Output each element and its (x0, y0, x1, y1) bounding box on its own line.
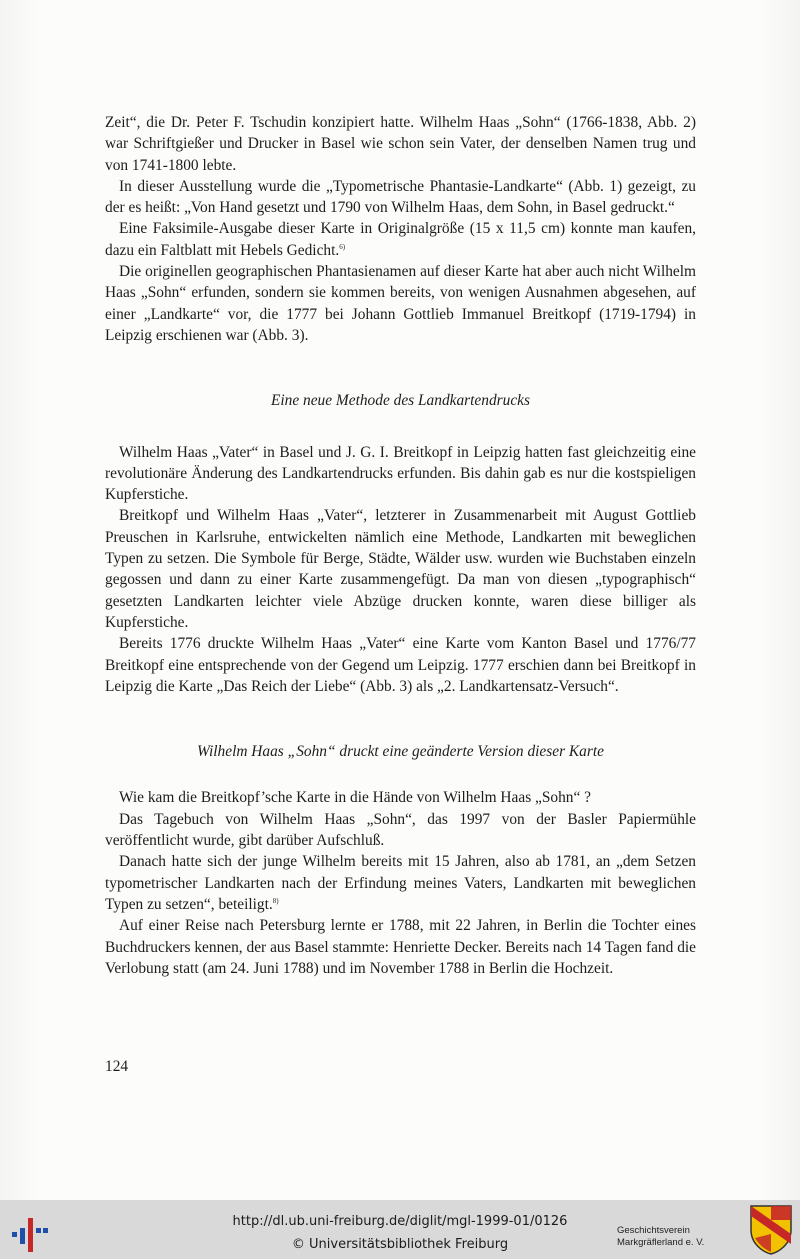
paragraph: Auf einer Reise nach Petersburg lernte er 1788, mit 22 Jahren, in Berlin die Tochter eines Buchdruckers kennen, der aus Basel stammte: Henriette Decker. Bereits nach 14 Tagen fand die Verlobung statt (am 24. Juni 1788) und im November 1788 in Berlin die Hochzeit. (105, 917, 696, 977)
source-url-link[interactable]: http://dl.ub.uni-freiburg.de/diglit/mgl-1999-01/0126 (232, 1214, 568, 1229)
copyright-text: © Universitätsbibliothek Freiburg (291, 1237, 509, 1252)
document-body (105, 112, 696, 979)
paragraph-text: Eine Faksimile-Ausgabe dieser Karte in Originalgröße (15 x 11,5 cm) konnte man kaufen, dazu ein Faltblatt mit Hebels Gedicht. (105, 220, 696, 259)
page-number: 124 (105, 1058, 129, 1075)
paragraph: Wilhelm Haas „Vater“ in Basel und J. G. I. Breitkopf in Leipzig hatten fast gleichzeitig eine revolutionäre Änderung des Landkartendrucks erfunden. Bis dahin gab es nur die kostspieligen Kupferstiche. (105, 443, 696, 504)
society-name (617, 1225, 704, 1249)
paragraph: Bereits 1776 druckte Wilhelm Haas „Vater“ eine Karte vom Kanton Basel und 1776/77 Breitkopf eine entsprechende von der Gegend um Leipzig. 1777 erschien dann bei Breitkopf in Leipzig die Karte „Das Reich der Liebe“ (Abb. 3) als „2. Landkartensatz-Versuch“. (105, 635, 696, 695)
footer-bar (0, 1200, 800, 1259)
footnote-ref: 6) (339, 242, 346, 251)
paragraph: Wie kam die Breitkopf’sche Karte in die Hände von Wilhelm Haas „Sohn“ ? (119, 789, 592, 807)
section-heading: Wilhelm Haas „Sohn“ druckt eine geänderte Version dieser Karte (197, 743, 604, 761)
paragraph (105, 851, 696, 915)
footnote-ref: 8) (272, 896, 279, 905)
paragraph: Zeit“, die Dr. Peter F. Tschudin konzipiert hatte. Wilhelm Haas „Sohn“ (1766-1838, Abb. 2) war Schriftgießer und Drucker in Basel wie schon sein Vater, der denselben Namen trug und von 1741-1800 lebte. (105, 114, 696, 174)
ub-freiburg-logo-icon (10, 1210, 50, 1254)
paragraph: Das Tagebuch von Wilhelm Haas „Sohn“, das 1997 von der Basler Papiermühle veröffentlicht wurde, gibt darüber Aufschluß. (105, 810, 696, 850)
coat-of-arms-icon (749, 1204, 793, 1256)
paragraph: Breitkopf und Wilhelm Haas „Vater“, letzterer in Zusammenarbeit mit August Gottlieb Preuschen in Karlsruhe, entwickelten nämlich eine Methode, Landkarten mit beweglichen Typen zu setzen. Die Symbole für Berge, Städte, Wälder usw. wurden wie Buchstaben einzeln gegossen und dann zu einer Karte zusammengefügt. Da man von diesen „typographisch“ gesetzten Landkarten leichter viele Abzüge drucken konnte, waren diese billiger als Kupferstiche. (105, 507, 696, 631)
paragraph: In dieser Ausstellung wurde die „Typometrische Phantasie-Landkarte“ (Abb. 1) gezeigt, zu der es heißt: „Von Hand gesetzt und 1790 von Wilhelm Haas, dem Sohn, in Basel gedruckt.“ (105, 177, 696, 217)
section-heading: Eine neue Methode des Landkartendrucks (270, 392, 530, 410)
paragraph (105, 218, 696, 261)
society-line-1: Geschichtsverein (617, 1225, 690, 1236)
paragraph: Die originellen geographischen Phantasienamen auf dieser Karte hat aber auch nicht Wilhelm Haas „Sohn“ erfunden, sondern sie kommen bereits, von wenigen Ausnahmen abgesehen, auf einer „Landkarte“ vor, die 1777 bei Johann Gottlieb Immanuel Breitkopf (1719-1794) in Leipzig erschienen war (Abb. 3). (105, 263, 696, 344)
paragraph-text: Danach hatte sich der junge Wilhelm bereits mit 15 Jahren, also ab 1781, an „dem Setzen typometrischer Landkarten nach der Erfindung meines Vaters, Landkarten mit beweglichen Typen zu setzen“, beteiligt. (105, 853, 696, 913)
society-line-2: Markgräflerland e. V. (617, 1237, 705, 1248)
